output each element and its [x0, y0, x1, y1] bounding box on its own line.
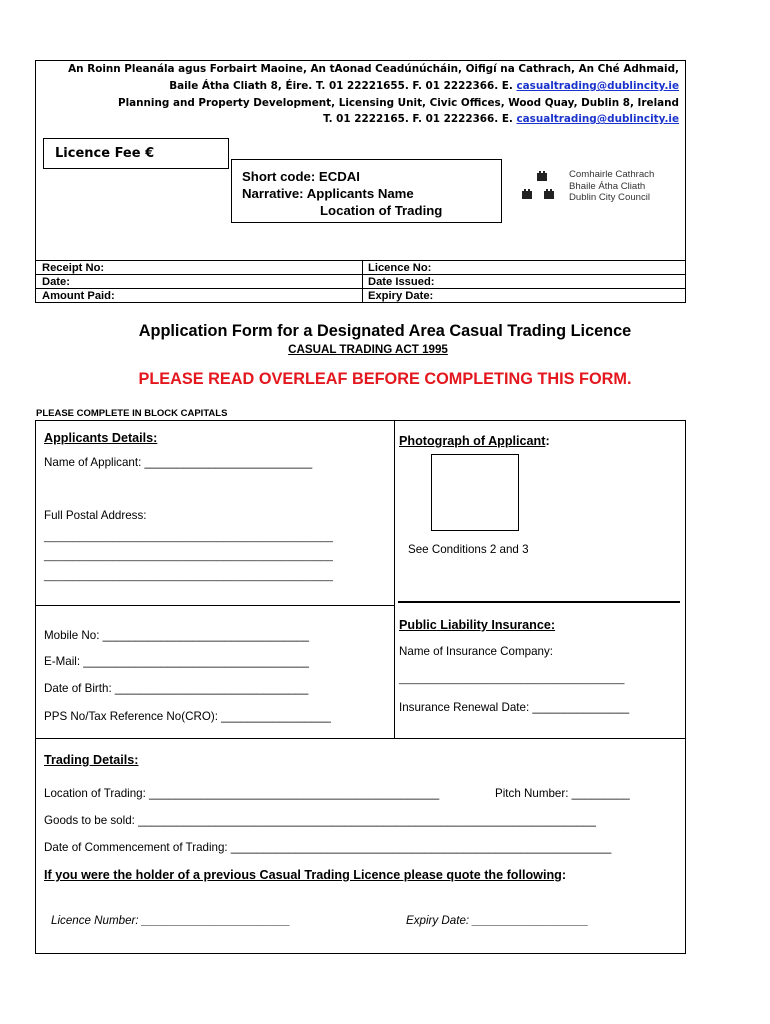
- mobile-field[interactable]: Mobile No: ________________________________: [44, 629, 309, 642]
- photo-conditions-note: See Conditions 2 and 3: [408, 543, 529, 556]
- dublin-city-council-logo: [521, 169, 676, 209]
- insurance-company-field[interactable]: _______________________________________: [399, 674, 625, 685]
- read-overleaf-warning: PLEASE READ OVERLEAF BEFORE COMPLETING THIS FORM.: [138, 370, 632, 388]
- short-code-box: [231, 159, 502, 223]
- licence-no-label: Licence No:: [368, 262, 432, 274]
- postal-address-line-2[interactable]: __________________________________________________: [44, 551, 333, 562]
- email-field[interactable]: E-Mail: ___________________________________: [44, 655, 309, 668]
- trading-details-heading: Trading Details:: [44, 753, 139, 767]
- narrative: Narrative: Applicants Name: [242, 186, 414, 201]
- photograph-heading: Photograph of Applicant:: [399, 434, 550, 448]
- date-label: Date:: [42, 276, 70, 288]
- applicant-name-field[interactable]: Name of Applicant: __________________________: [44, 456, 313, 469]
- act-subtitle: CASUAL TRADING ACT 1995: [288, 343, 448, 356]
- applicant-details-heading: Applicants Details:: [44, 431, 158, 445]
- postal-address-label: Full Postal Address:: [44, 509, 147, 522]
- goods-field[interactable]: Goods to be sold: _______________________________________________________________________: [44, 814, 596, 827]
- pitch-number-field[interactable]: Pitch Number: _________: [495, 787, 630, 800]
- office-use-grid: [36, 260, 685, 304]
- commencement-date-field[interactable]: Date of Commencement of Trading: ___________________________________________________________: [44, 841, 612, 854]
- logo-text: Comhairle Cathrach Bhaile Átha Cliath Dublin City Council: [569, 169, 655, 203]
- email-link-2[interactable]: casualtrading@dublincity.ie: [516, 113, 679, 125]
- trading-location-field[interactable]: Location of Trading: _____________________________________________: [44, 787, 440, 800]
- location-of-trading-note: Location of Trading: [320, 203, 443, 218]
- previous-expiry-date-field[interactable]: Expiry Date: __________________: [406, 914, 589, 927]
- date-issued-label: Date Issued:: [368, 276, 435, 288]
- amount-paid-label: Amount Paid:: [42, 290, 115, 302]
- castle-icon: [521, 187, 533, 199]
- photo-frame[interactable]: [431, 454, 519, 531]
- previous-licence-number-field[interactable]: Licence Number: _______________________: [51, 914, 291, 927]
- header-line-english-contact: T. 01 2222165. F. 01 2222366. E. casualtrading@dublincity.ie: [323, 113, 679, 125]
- block-capitals-note: PLEASE COMPLETE IN BLOCK CAPITALS: [36, 408, 228, 419]
- header-line-irish-contact: Baile Átha Cliath 8, Éire. T. 01 22221655. F. 01 2222366. E. casualtrading@dublincity.ie: [169, 80, 679, 92]
- castle-icon: [536, 169, 548, 181]
- insurance-heading: Public Liability Insurance:: [399, 618, 556, 632]
- email-link[interactable]: casualtrading@dublincity.ie: [516, 80, 679, 92]
- header-line-irish-address: An Roinn Pleanála agus Forbairt Maoine, An tAonad Ceadúnúcháin, Oifigí na Cathrach, An Ché Adhmaid,: [68, 63, 679, 75]
- short-code: Short code: ECDAI: [242, 169, 360, 184]
- office-header: [35, 60, 686, 303]
- form-title: Application Form for a Designated Area Casual Trading Licence: [138, 322, 632, 340]
- expiry-date-label: Expiry Date:: [368, 290, 434, 302]
- insurance-company-label: Name of Insurance Company:: [399, 645, 554, 658]
- date-of-birth-field[interactable]: Date of Birth: ______________________________: [44, 682, 309, 695]
- application-form: [35, 420, 686, 954]
- postal-address-line-1[interactable]: __________________________________________________: [44, 532, 333, 543]
- licence-fee-box[interactable]: Licence Fee €: [43, 138, 229, 169]
- insurance-renewal-field[interactable]: Insurance Renewal Date: _______________: [399, 701, 630, 714]
- castle-icon: [543, 187, 555, 199]
- receipt-no-label: Receipt No:: [42, 262, 105, 274]
- pps-number-field[interactable]: PPS No/Tax Reference No(CRO): _________________: [44, 710, 331, 723]
- postal-address-line-3[interactable]: __________________________________________________: [44, 571, 333, 582]
- previous-licence-heading: If you were the holder of a previous Casual Trading Licence please quote the following:: [44, 868, 567, 882]
- header-line-english-address: Planning and Property Development, Licensing Unit, Civic Offices, Wood Quay, Dublin 8, Ireland: [117, 97, 679, 109]
